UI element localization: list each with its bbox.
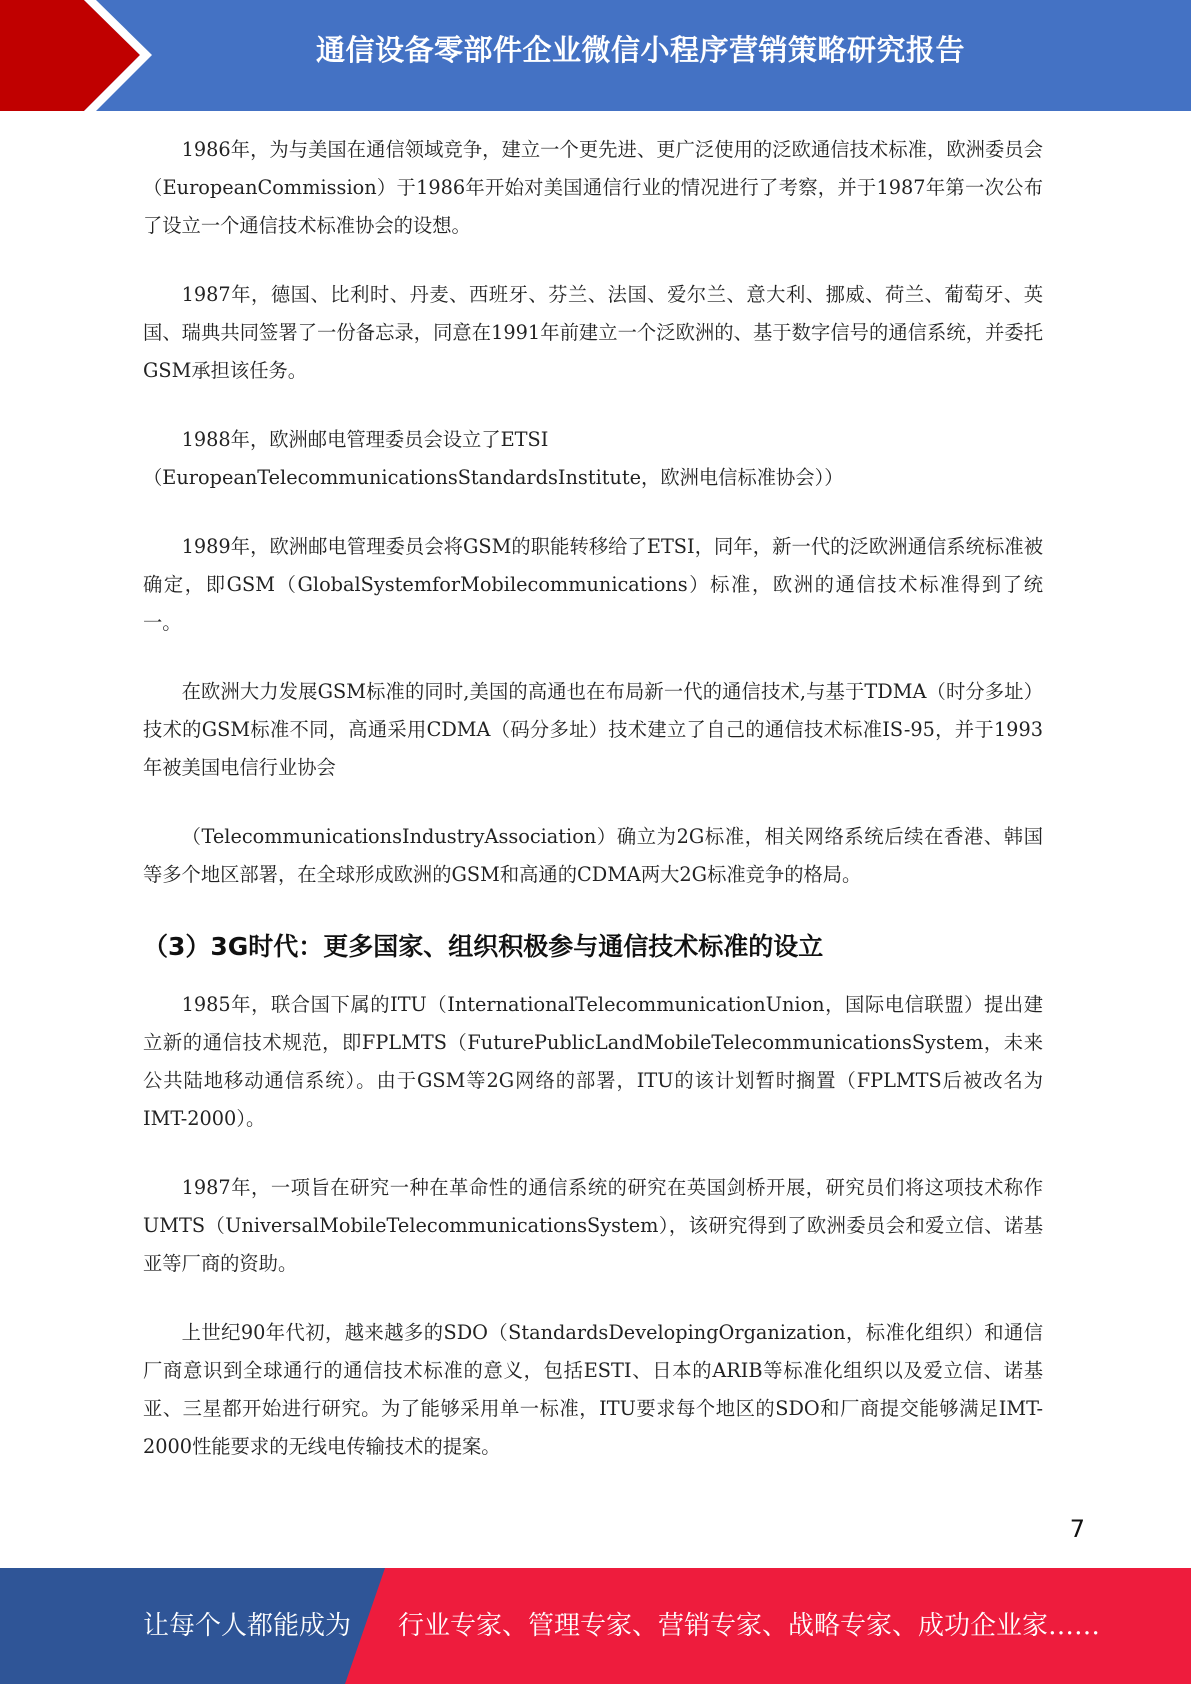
- page-number: 7: [1069, 1515, 1085, 1543]
- paragraph-tia-2g: （TelecommunicationsIndustryAssociation）确立为2G标准，相关网络系统后续在香港、韩国等多个地区部署，在全球形成欧洲的GSM和高通的CDMA两大2G标准竞争的格局。: [143, 825, 1043, 886]
- report-title: 通信设备零部件企业微信小程序营销策略研究报告: [315, 33, 965, 67]
- page-header: [0, 0, 1191, 111]
- paragraph-1990s-sdo: 上世纪90年代初，越来越多的SDO（StandardsDevelopingOrganization，标准化组织）和通信厂商意识到全球通行的通信技术标准的意义，包括ESTI、日本的ARIB等标准化组织以及爱立信、诺基亚、三星都开始进行研究。为了能够采用单一标准，ITU要求每个地区的SDO和厂商提交能够满足IMT-2000性能要求的无线电传输技术的提案。: [143, 1321, 1043, 1458]
- page-footer: [0, 1568, 1191, 1684]
- paragraph-1989-gsm: 1989年，欧洲邮电管理委员会将GSM的职能转移给了ETSI，同年，新一代的泛欧洲通信系统标准被确定，即GSM（GlobalSystemforMobilecommunications）标准，欧洲的通信技术标准得到了统一。: [143, 535, 1043, 634]
- paragraph-1988-etsi: [143, 421, 1043, 497]
- paragraph-qualcomm-cdma: 在欧洲大力发展GSM标准的同时,美国的高通也在布局新一代的通信技术,与基于TDMA（时分多址）技术的GSM标准不同，高通采用CDMA（码分多址）技术建立了自己的通信技术标准IS-95，并于1993年被美国电信行业协会: [143, 680, 1043, 779]
- page-body: [143, 131, 1043, 1497]
- header-chevron-decoration: [0, 0, 160, 111]
- footer-slogan-left: 让每个人都能成为: [143, 1611, 352, 1641]
- paragraph-1988-line1: 1988年，欧洲邮电管理委员会设立了ETSI: [181, 428, 549, 451]
- paragraph-1987-memorandum: 1987年，德国、比利时、丹麦、西班牙、芬兰、法国、爱尔兰、意大利、挪威、荷兰、葡萄牙、英国、瑞典共同签署了一份备忘录，同意在1991年前建立一个泛欧洲的、基于数字信号的通信系统，并委托GSM承担该任务。: [143, 283, 1043, 382]
- header-red-chevron: [0, 0, 140, 111]
- paragraph-1986: 1986年，为与美国在通信领域竞争，建立一个更先进、更广泛使用的泛欧通信技术标准，欧洲委员会（EuropeanCommission）于1986年开始对美国通信行业的情况进行了考察，并于1987年第一次公布了设立一个通信技术标准协会的设想。: [143, 138, 1043, 237]
- footer-slogan-right: 行业专家、管理专家、营销专家、战略专家、成功企业家……: [398, 1611, 1101, 1641]
- section-heading-3g: （3）3G时代：更多国家、组织积极参与通信技术标准的设立: [143, 932, 824, 961]
- paragraph-1987-umts: 1987年，一项旨在研究一种在革命性的通信系统的研究在英国剑桥开展，研究员们将这项技术称作UMTS（UniversalMobileTelecommunicationsSystem），该研究得到了欧洲委员会和爱立信、诺基亚等厂商的资助。: [143, 1176, 1043, 1275]
- paragraph-1985-itu: 1985年，联合国下属的ITU（InternationalTelecommunicationUnion，国际电信联盟）提出建立新的通信技术规范，即FPLMTS（FuturePublicLandMobileTelecommunicationsSystem，未来公共陆地移动通信系统）。由于GSM等2G网络的部署，ITU的该计划暂时搁置（FPLMTS后被改名为IMT-2000）。: [143, 993, 1043, 1130]
- paragraph-1988-line2: （EuropeanTelecommunicationsStandardsInstitute，欧洲电信标准协会））: [143, 466, 844, 489]
